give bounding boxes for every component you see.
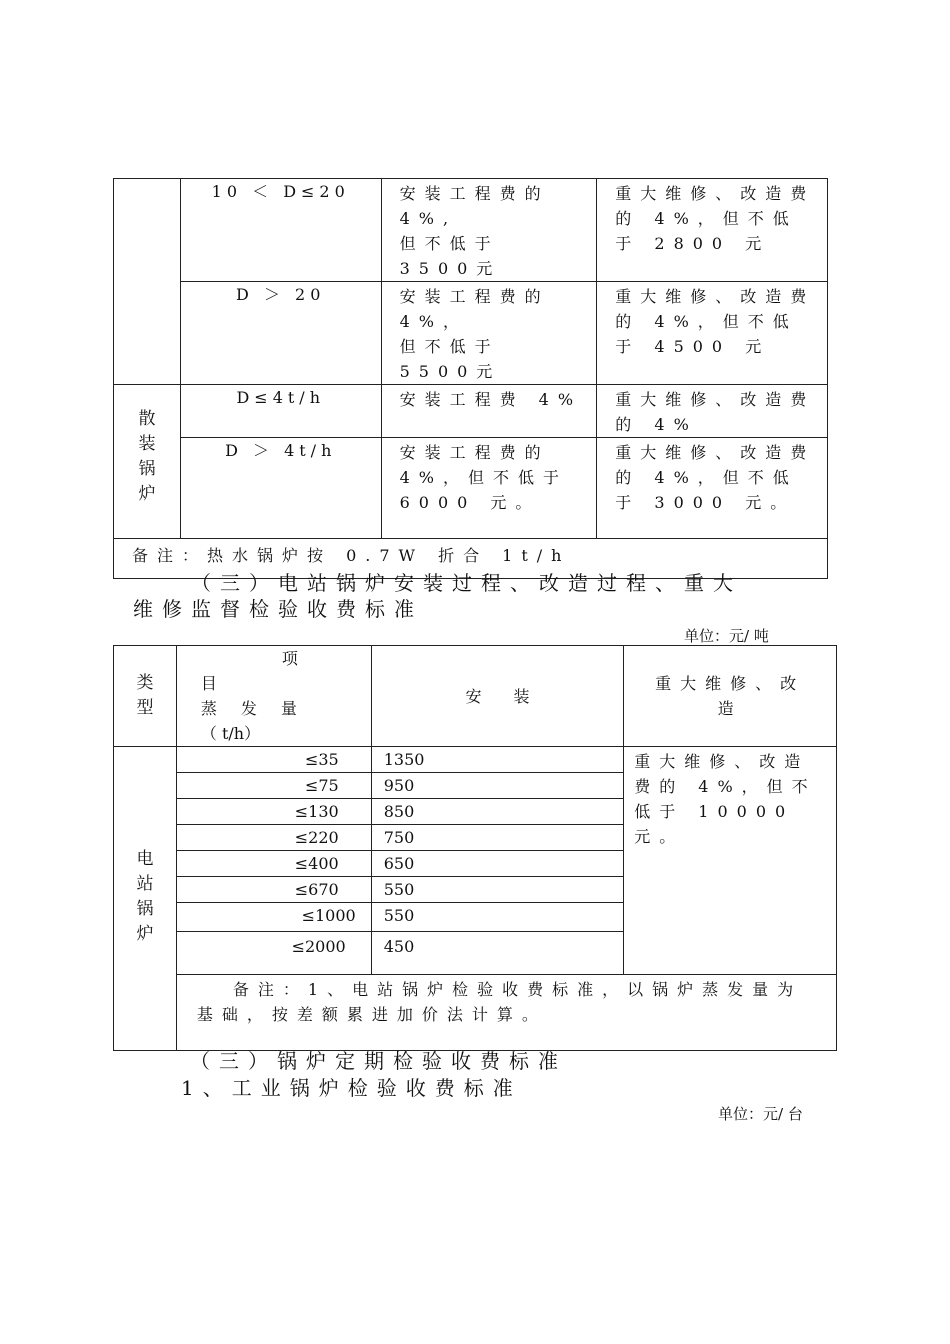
unit-label-unit: 单位：元/ 台 — [718, 1105, 803, 1123]
fee-cell: 550 — [371, 877, 624, 903]
section4-subheading: 1、工业锅炉检验收费标准 — [181, 1076, 522, 1100]
capacity-cell: ≤1000 — [176, 903, 371, 932]
header-repair: 重大维修、改造 — [624, 646, 837, 747]
unit-label-ton: 单位：元/ 吨 — [684, 627, 769, 645]
capacity-cell: ≤130 — [176, 799, 371, 825]
range-cell: D ＞ 20 — [180, 282, 381, 385]
capacity-cell: ≤220 — [176, 825, 371, 851]
fee-cell: 650 — [371, 851, 624, 877]
table1-note: 备注：热水锅炉按 0.7W 折合 1t/h — [114, 539, 828, 579]
bulk-boiler-category-cell — [114, 385, 181, 539]
power-station-boiler-table — [113, 645, 837, 1051]
category-power-station: 电站锅炉 — [114, 747, 177, 1051]
capacity-cell: ≤670 — [176, 877, 371, 903]
fee-cell: 850 — [371, 799, 624, 825]
fee-cell: 550 — [371, 903, 624, 932]
fee-cell: 750 — [371, 825, 624, 851]
header-type: 类型 — [114, 646, 177, 747]
install-fee-cell: 安装工程费 4% — [381, 385, 597, 438]
category-cell-empty — [114, 179, 181, 385]
capacity-cell: ≤75 — [176, 773, 371, 799]
range-cell: D ＞ 4t/h — [180, 438, 381, 539]
capacity-cell: ≤35 — [176, 747, 371, 773]
capacity-cell: ≤400 — [176, 851, 371, 877]
install-fee-cell: 安装工程费的 4%，但不低于 6000 元。 — [381, 438, 597, 539]
fee-cell: 950 — [371, 773, 624, 799]
section4-heading: （三）锅炉定期检验收费标准 — [190, 1049, 567, 1073]
fee-cell: 450 — [371, 932, 624, 975]
capacity-cell: ≤2000 — [176, 932, 371, 975]
boiler-fee-table-1 — [113, 178, 828, 579]
header-install: 安 装 — [371, 646, 624, 747]
fee-cell: 1350 — [371, 747, 624, 773]
install-fee-cell: 安装工程费的 4%， 但不低于 5500元 — [381, 282, 597, 385]
repair-fee-text: 重大维修、改造费的 4%，但不低于 10000元。 — [624, 747, 837, 975]
range-cell: D≤4t/h — [180, 385, 381, 438]
repair-fee-cell: 重大维修、改造费的 4%，但不低于 2800 元 — [597, 179, 828, 282]
header-item-capacity: 项 目 蒸 发 量 （ t/h） — [176, 646, 371, 747]
repair-fee-cell: 重大维修、改造费的 4%，但不低于 4500 元 — [597, 282, 828, 385]
bulk-boiler-label: 散装锅炉 — [138, 409, 156, 504]
section3-title-line2: 维修监督检验收费标准 — [133, 597, 423, 621]
section3-heading — [133, 570, 833, 622]
range-cell: 10 ＜ D≤20 — [180, 179, 381, 282]
table2-note: 备注：1、电站锅炉检验收费标准，以锅炉蒸发量为基础，按差额累进加价法计算。 — [176, 975, 836, 1051]
section3-title-line1: （三）电站锅炉安装过程、改造过程、重大 — [191, 571, 742, 595]
install-fee-cell: 安装工程费的 4%, 但不低于 3500元 — [381, 179, 597, 282]
repair-fee-cell: 重大维修、改造费的 4%，但不低于 3000 元。 — [597, 438, 828, 539]
repair-fee-cell: 重大维修、改造费的 4% — [597, 385, 828, 438]
